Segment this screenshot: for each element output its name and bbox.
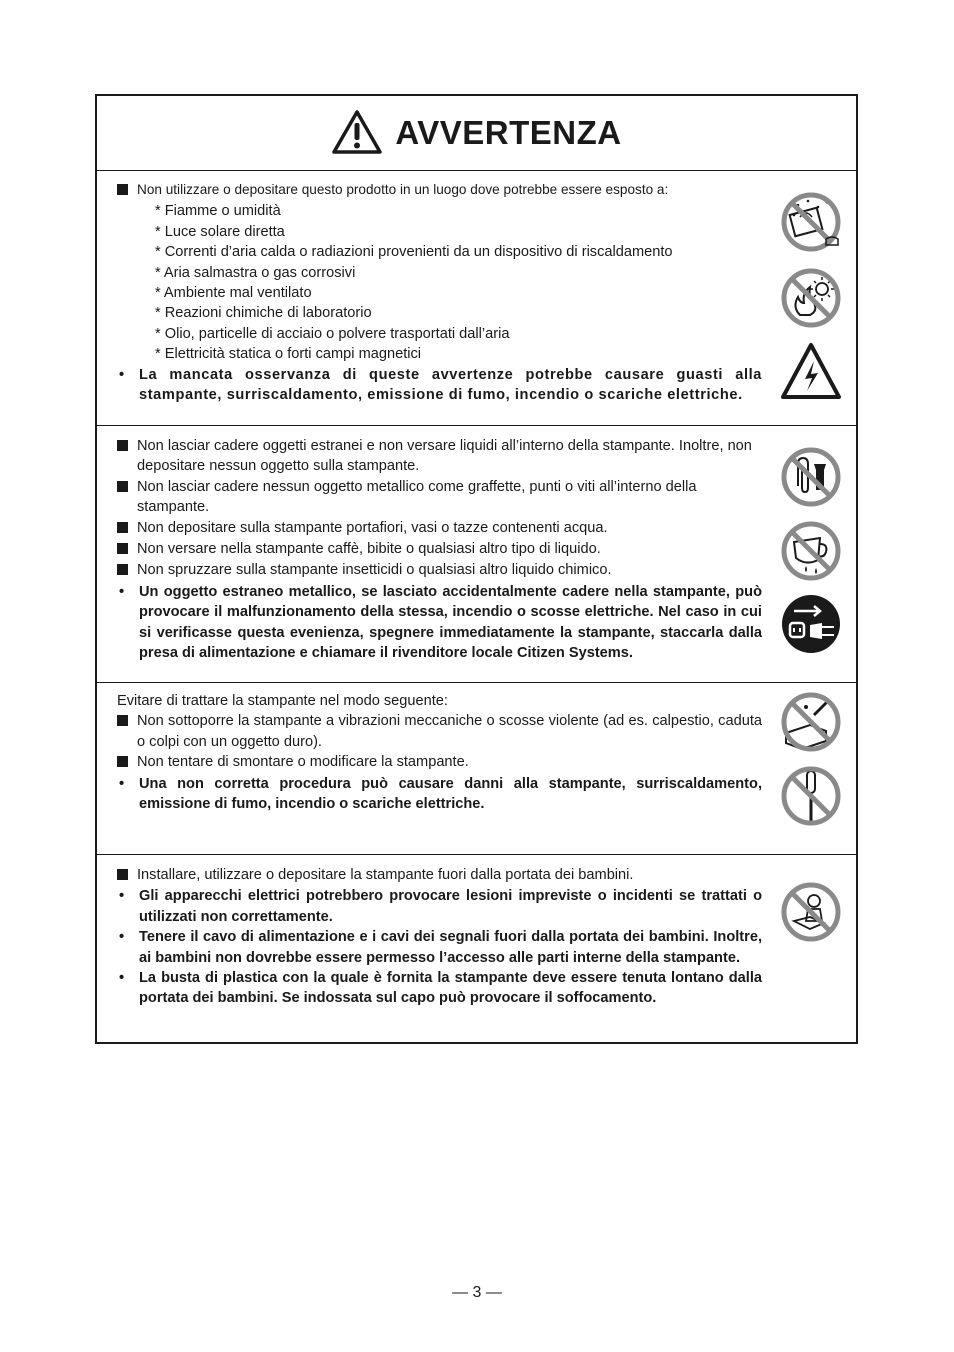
foreign-objects-item: Non spruzzare sulla stampante insetticidi o qualsiasi altro liquido chimico.: [137, 562, 612, 579]
list-item: [117, 752, 762, 773]
list-item: • Un oggetto estraneo metallico, se lasciato accidentalmente cadere nella stampante, può provocare il malfunzionamento della stessa, incendio o scosse elettriche. Nel caso in cui si verificasse questa evenienza, spegnere immediatamente la stampante, staccarla dalla presa di alimentazione e chiamare il rivenditore locale Citizen Systems.: [117, 582, 762, 664]
list-item: [117, 436, 762, 477]
list-item: [117, 865, 762, 886]
no-liquids-icon: [780, 520, 842, 582]
no-metal-objects-icon: [780, 446, 842, 508]
list-item: • Una non corretta procedura può causare danni alla stampante, surriscaldamento, emissione di fumo, incendio o scariche elettriche.: [117, 774, 762, 815]
sub-item: * Luce solare diretta: [155, 223, 285, 240]
warning-title: AVVERTENZA: [395, 114, 622, 151]
foreign-objects-item: Non versare nella stampante caffè, bibite o qualsiasi altro tipo di liquido.: [137, 541, 601, 558]
handling-item: Non sottoporre la stampante a vibrazioni meccaniche o scosse violente (ad es. calpestio, caduta o colpi con un oggetto duro).: [137, 713, 762, 750]
no-impact-icon: [780, 691, 842, 753]
section-children: [97, 855, 856, 1042]
list-item: [117, 477, 762, 518]
handling-item: Non tentare di smontare o modificare la stampante.: [137, 754, 469, 771]
foreign-objects-warning: Un oggetto estraneo metallico, se lasciato accidentalmente cadere nella stampante, può provocare il malfunzionamento della stessa, incendio o scosse elettriche. Nel caso in cui si verificasse questa evenienza, spegnere immediatamente la stampante, staccarla dalla presa di alimentazione e chiamare il rivenditore locale Citizen Systems.: [139, 583, 762, 662]
handling-intro: Evitare di trattare la stampante nel modo seguente:: [117, 693, 448, 709]
children-warning: Gli apparecchi elettrici potrebbero provocare lesioni impreviste o incidenti se trattati o utilizzati non correttamente.: [139, 888, 762, 925]
environment-warning: La mancata osservanza di queste avvertenze potrebbe causare guasti alla stampante, surriscaldamento, emissione di fumo, incendio o scariche elettriche.: [139, 366, 762, 404]
children-warning: Tenere il cavo di alimentazione e i cavi dei segnali fuori dalla portata dei bambini. Inoltre, ai bambini non dovrebbe essere permesso l’accesso alle parti interne della stampante.: [139, 929, 762, 966]
section-foreign-objects: [97, 426, 856, 683]
children-item: Installare, utilizzare o depositare la stampante fuori dalla portata dei bambini.: [137, 867, 634, 883]
warning-header: [97, 96, 856, 171]
no-disassembly-icon: [780, 765, 842, 827]
children-warning: La busta di plastica con la quale è fornita la stampante deve essere tenuta lontano dalla portata dei bambini. Se indossata sul capo può provocare il soffocamento.: [139, 970, 762, 1007]
list-item: [117, 518, 762, 539]
list-item: • La busta di plastica con la quale è fornita la stampante deve essere tenuta lontano dalla portata dei bambini. Se indossata sul capo può provocare il soffocamento.: [117, 968, 762, 1009]
sub-item: * Reazioni chimiche di laboratorio: [155, 305, 372, 322]
handling-warning: Una non corretta procedura può causare danni alla stampante, surriscaldamento, emissione di fumo, incendio o scariche elettriche.: [139, 775, 762, 813]
list-item: [117, 711, 762, 752]
no-fire-sunlight-icon: [780, 267, 842, 329]
foreign-objects-item: Non lasciar cadere nessun oggetto metallico come graffette, punti o viti all’interno della stampante.: [137, 478, 697, 516]
sub-item: * Elettricità statica o forti campi magnetici: [155, 346, 422, 363]
list-item: [117, 539, 762, 560]
keep-away-from-children-icon: [780, 881, 842, 943]
list-item: [117, 180, 762, 201]
unplug-icon: [780, 593, 842, 655]
sub-item: * Ambiente mal ventilato: [155, 285, 312, 302]
list-item: • Tenere il cavo di alimentazione e i cavi dei segnali fuori dalla portata dei bambini. Inoltre, ai bambini non dovrebbe essere permesso l’accesso alle parti interne della stampante.: [117, 927, 762, 968]
list-item: • Gli apparecchi elettrici potrebbero provocare lesioni impreviste o incidenti se trattati o utilizzati non correttamente.: [117, 886, 762, 927]
section-handling: [97, 683, 856, 855]
sub-item: * Aria salmastra o gas corrosivi: [155, 264, 356, 281]
foreign-objects-item: Non depositare sulla stampante portafiori, vasi o tazze contenenti acqua.: [137, 519, 608, 536]
list-item: [117, 560, 762, 581]
list-item: • La mancata osservanza di queste avvertenze potrebbe causare guasti alla stampante, surriscaldamento, emissione di fumo, incendio o scariche elettriche.: [117, 365, 762, 406]
sub-item: * Olio, particelle di acciaio o polvere trasportati dall’aria: [155, 325, 510, 342]
sub-item: * Correnti d’aria calda o radiazioni provenienti da un dispositivo di riscaldamento: [155, 244, 673, 261]
sub-item: * Fiamme o umidità: [155, 203, 281, 220]
warning-box: [95, 94, 858, 1044]
electric-shock-icon: [780, 341, 842, 403]
warning-triangle-icon: [331, 109, 383, 155]
section-environment: [97, 171, 856, 426]
environment-intro: Non utilizzare o depositare questo prodotto in un luogo dove potrebbe essere esposto a:: [137, 182, 669, 197]
no-humidity-icon: [780, 191, 842, 253]
foreign-objects-item: Non lasciar cadere oggetti estranei e non versare liquidi all’interno della stampante. Inoltre, non depositare nessun oggetto sulla stampante.: [137, 438, 752, 475]
page-number: — 3 —: [452, 1284, 502, 1301]
